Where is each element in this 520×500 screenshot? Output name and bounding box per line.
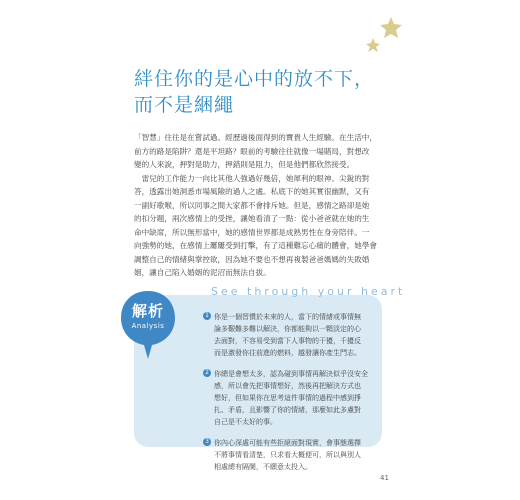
analysis-item bbox=[203, 311, 373, 359]
item-number-badge: 3 bbox=[203, 438, 211, 446]
story-line: 向強勢的她，在感情上屢屢受到打擊，有了這種難忘心痛的體會，她學會 bbox=[134, 241, 377, 250]
item-line: 想好，但如果你在思考這件事情的過程中感到掙 bbox=[214, 394, 361, 402]
item-line: 去面對，不容易受到當下人事物的干擾，千擾反 bbox=[214, 337, 361, 345]
item-line: 不將事情看清楚，只求看大概便可，所以與別人 bbox=[214, 451, 361, 459]
item-line: 你是一個習慣於未來的人，當下的情緒或事情無 bbox=[214, 313, 361, 321]
item-line: 你總是會想太多，認為碰到事情再解決似乎沒安全 bbox=[214, 370, 368, 378]
item-text bbox=[214, 368, 373, 428]
story-line: 姻，讓自己陷入婚姻的泥沼而無法自拔。 bbox=[134, 268, 271, 277]
story-text bbox=[134, 131, 390, 280]
story-line: 前方的路是陷阱？還是平坦路？眼前的考驗往往就像一場賭局，對想改 bbox=[134, 146, 370, 156]
item-line: 相處總有隔閡，不願意太投入。 bbox=[214, 463, 312, 471]
star-icon bbox=[380, 17, 402, 38]
analysis-title: 解析 bbox=[131, 302, 164, 320]
story-line: 雷兒的工作能力一向比其他人強過好幾倍，她犀利的眼神、尖銳的對 bbox=[134, 173, 370, 183]
analysis-subtitle: Analysis bbox=[131, 322, 165, 330]
story-line: 一副好歌喉，所以同事之間大家都不會排斥她。但是，感情之路卻是她 bbox=[134, 200, 370, 210]
analysis-item bbox=[203, 437, 373, 473]
item-text bbox=[214, 311, 373, 359]
item-line: 而是激發你往前進的燃料，越發讓你產生鬥志。 bbox=[214, 349, 361, 357]
analysis-list bbox=[203, 311, 373, 482]
item-number-badge: 2 bbox=[203, 369, 211, 377]
story-line: 答，透露出她洞悉市場風險的過人之處。私底下的她其實很幽默，又有 bbox=[134, 187, 370, 196]
page-number: 41 bbox=[380, 474, 389, 482]
star-icon bbox=[366, 38, 380, 52]
analysis-item bbox=[203, 368, 373, 428]
story-line: 「智慧」往往是在嘗試過、經歷過後面得到的寶貴人生經驗。在生活中， bbox=[134, 133, 377, 142]
item-line: 扎、矛盾，且影響了你的情緒，那麼如此多慮對 bbox=[214, 406, 361, 414]
item-text bbox=[214, 437, 373, 473]
item-line: 你內心深處可能有些拒絕面對現實，會事態選擇 bbox=[214, 439, 361, 447]
title-line-1: 絆住你的是心中的放不下， bbox=[134, 68, 375, 90]
page-title bbox=[134, 66, 464, 118]
item-number-badge: 1 bbox=[203, 312, 211, 320]
item-line: 自己是不太好的事。 bbox=[214, 418, 277, 426]
analysis-banner: See through your heart bbox=[211, 285, 406, 298]
item-line: 論多艱難多難以解決，你都能夠以一顆淡定的心 bbox=[214, 325, 361, 333]
story-line: 的扣分題，兩次感情上的受挫，讓她看清了一點：從小爸爸就在她的生 bbox=[134, 214, 370, 223]
story-line: 命中缺席，所以無形當中，她的感情世界都是成熟男性在身旁陪伴。一 bbox=[134, 227, 370, 237]
item-line: 感，所以會先把事情想好，然後再把解決方式也 bbox=[214, 382, 361, 390]
title-line-2: 而不是綑繩 bbox=[134, 94, 235, 116]
story-line: 調整自己的情緒與掌控欲，因為她不要也不想再複製爸爸媽媽的失敗婚 bbox=[134, 254, 370, 264]
story-line: 變的人來說，押對是助力，押錯則是阻力，但是他們都欣然接受。 bbox=[134, 160, 355, 169]
